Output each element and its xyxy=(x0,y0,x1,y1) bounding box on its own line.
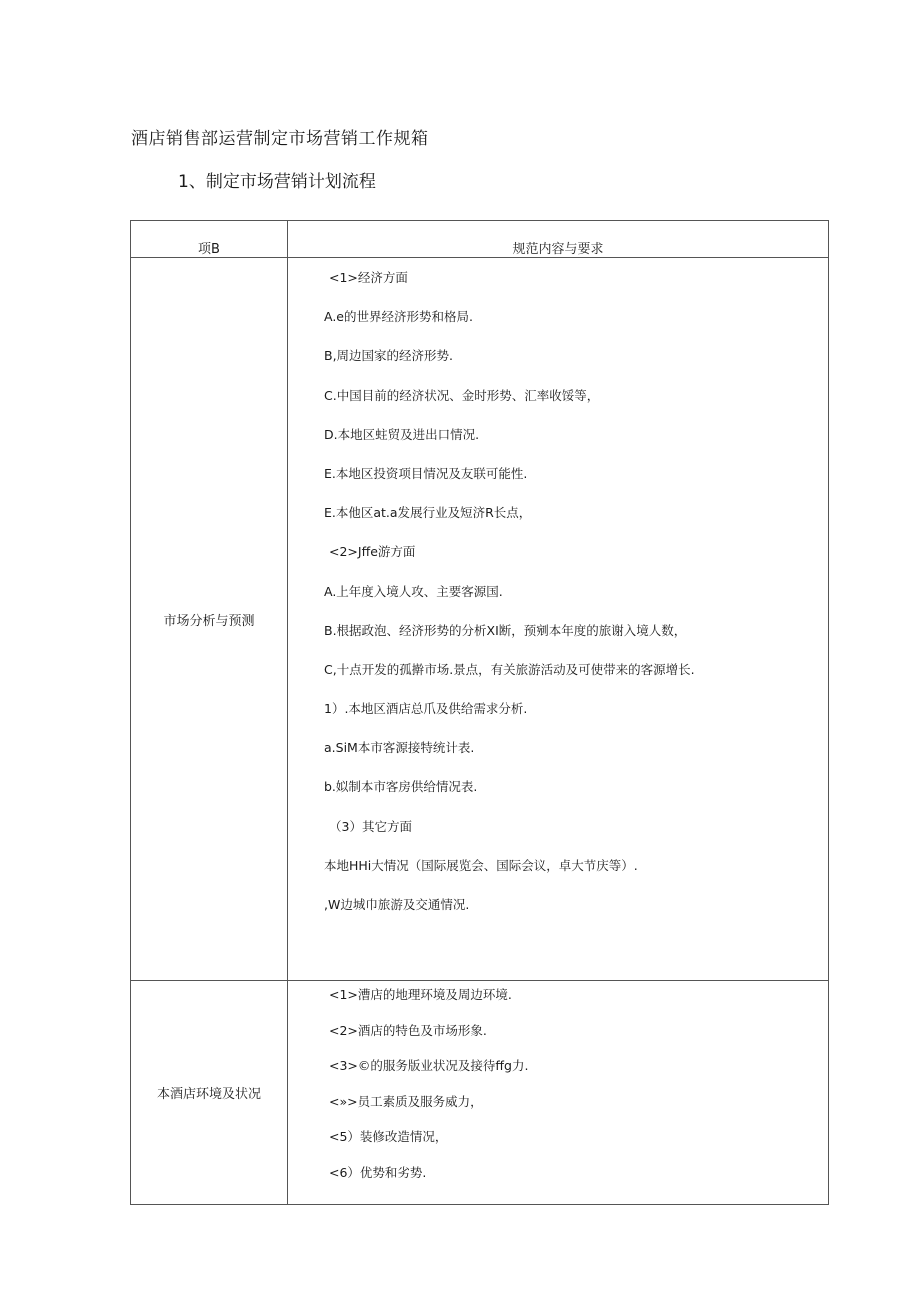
content-line: B,周边国家的经济形势. xyxy=(324,348,454,364)
content-line: （3）其它方面 xyxy=(329,818,412,834)
header-item: 项B xyxy=(131,221,288,258)
content-line: <1>漕店的地理环境及周边环境. xyxy=(329,987,512,1002)
content-line: <1>经济方面 xyxy=(329,270,408,285)
section-title: 1、制定市场营销计划流程 xyxy=(178,172,376,192)
content-line: D.本地区蛀贸及进出口情况. xyxy=(324,426,480,442)
content-line: <6）优势和劣势. xyxy=(329,1164,427,1180)
content-line: A.e的世界经济形势和格局. xyxy=(324,309,473,325)
document-title: 酒店销售部运营制定市场营销工作规箱 xyxy=(131,129,429,149)
content-line: a.SiM本市客源接特统计表. xyxy=(324,740,475,756)
row-content xyxy=(288,258,829,981)
content-line: <5）装修改造情况， xyxy=(329,1129,448,1144)
content-line: b.姒制本市客房供给情况表. xyxy=(324,779,478,795)
content-line: <3>©的服务版业状况及接待ffg力. xyxy=(329,1058,529,1073)
row-label: 本酒店环境及状况 xyxy=(131,981,288,1205)
header-content: 规范内容与要求 xyxy=(288,221,829,258)
content-line: <2>Jffe游方面 xyxy=(329,544,416,560)
row-label: 市场分析与预测 xyxy=(131,258,288,981)
content-line: <2>酒店的特色及市场形象. xyxy=(329,1022,487,1038)
content-line: C.中国目前的经济状况、金时形势、汇率收馁等， xyxy=(324,387,600,403)
table-header-row xyxy=(131,221,829,258)
table-row xyxy=(131,981,829,1205)
specification-table xyxy=(130,220,829,1205)
content-line: 本地HHi大情况（国际展览会、国际会议，卓大节庆等）. xyxy=(324,857,638,873)
content-line: A.上年度入境人攻、主要客源国. xyxy=(324,583,503,599)
content-line: <»>员工素质及服务威力， xyxy=(329,1093,483,1109)
content-line: 1）.本地区酒店总爪及供给需求分析. xyxy=(324,701,528,717)
content-line: C,十点开发的孤擀市场.景点，有关旅游活动及可使带来的客源增长. xyxy=(324,661,695,677)
content-line: B.根据政泡、经济形势的分析XI断，预剜本年度的旅谢入境人数， xyxy=(324,622,687,638)
table-row xyxy=(131,258,829,981)
content-line: E.本地区投资项目情况及友联可能性. xyxy=(324,465,528,481)
row-content xyxy=(288,981,829,1205)
content-line: ,W边城巾旅游及交通情况. xyxy=(324,897,470,912)
content-line: E.本他区at.a发展行业及短济R长点， xyxy=(324,505,532,521)
